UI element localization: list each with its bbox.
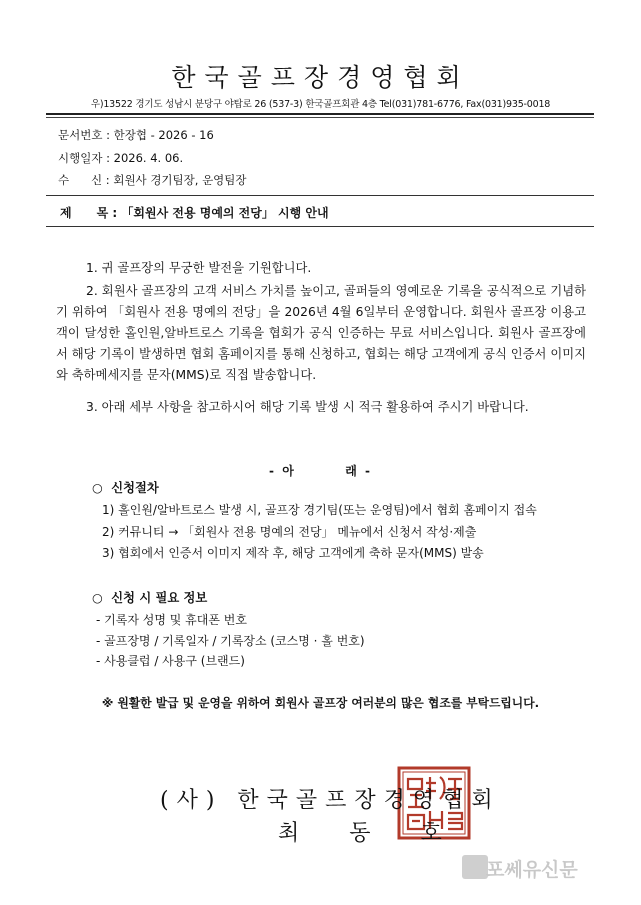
paragraph-3: 3. 아래 세부 사항을 참고하시어 해당 기록 발생 시 적극 활용하여 주시기 바랍니다. xyxy=(86,400,529,414)
closing-notice: ※ 원활한 발급 및 운영을 위하여 회원사 골프장 여러분의 많은 협조를 부탁드립니다. xyxy=(101,696,540,710)
document-title: 한국골프장경영협회 xyxy=(171,63,470,92)
subject-rule-bottom xyxy=(46,226,594,227)
header-rule xyxy=(46,113,594,115)
procedure-item: 3) 협회에서 인증서 이미지 제작 후, 해당 고객에게 축하 문자(MMS) 발송 xyxy=(102,546,484,560)
required-info-item: - 골프장명 / 기록일자 / 기록장소 (코스명 · 홀 번호) xyxy=(96,634,365,648)
signature-org: (사) 한국골프장경영협회 xyxy=(160,788,501,813)
procedure-item: 2) 커뮤니티 → 「회원사 전용 명예의 전당」 메뉴에서 신청서 작성·제출 xyxy=(102,525,477,539)
signature-name: 최 동 호 xyxy=(278,821,454,846)
subject-rule-top xyxy=(46,195,594,196)
below-mark: - 아 래 - xyxy=(269,464,372,478)
subject: 제 목 : 「회원사 전용 명예의 전당」 시행 안내 xyxy=(60,206,329,220)
paragraph-2: 2. 회원사 골프장의 고객 서비스 가치를 높이고, 골퍼들의 영예로운 기록을 공식적으로 기념하기 위하여 「회원사 전용 명예의 전당」을 2026년 4월 6일부터 운영합니다. 회원사 골프장 이용고객이 달성한 홀인원,알바트로스 기록을 협회가 공식 인증하는 무료 서비스입니다. 회원사 골프장에서 해당 기록이 발생하면 협회 홈페이지를 통해 신청하고, 협회는 해당 고객에게 공식 인증서 이미지와 축하메세지를 문자(MMS)로 직접 발송합니다. xyxy=(56,284,586,382)
watermark-logo-icon xyxy=(462,855,488,879)
procedure-item: 1) 홀인원/알바트로스 발생 시, 골프장 경기팀(또는 운영팀)에서 협회 홈페이지 접속 xyxy=(102,503,537,517)
header-rule-thin xyxy=(46,117,594,118)
procedure-heading: ○ 신청절차 xyxy=(92,481,159,495)
issue-date: 시행일자 : 2026. 4. 06. xyxy=(58,151,184,165)
required-info-item: - 기록자 성명 및 휴대폰 번호 xyxy=(96,613,247,627)
required-info-heading: ○ 신청 시 필요 정보 xyxy=(92,591,208,605)
recipient: 수 신 : 회원사 경기팀장, 운영팀장 xyxy=(58,173,247,187)
doc-number: 문서번호 : 한장협 - 2026 - 16 xyxy=(58,128,214,142)
paragraph-1: 1. 귀 골프장의 무궁한 발전을 기원합니다. xyxy=(86,261,312,275)
watermark-text: 포쎄유신문 xyxy=(486,859,578,881)
required-info-item: - 사용클럽 / 사용구 (브랜드) xyxy=(96,654,245,668)
org-address: 우)13522 경기도 성남시 분당구 야탑로 26 (537-3) 한국골프회관 4층 Tel(031)781-6776, Fax(031)935-0018 xyxy=(90,99,551,110)
